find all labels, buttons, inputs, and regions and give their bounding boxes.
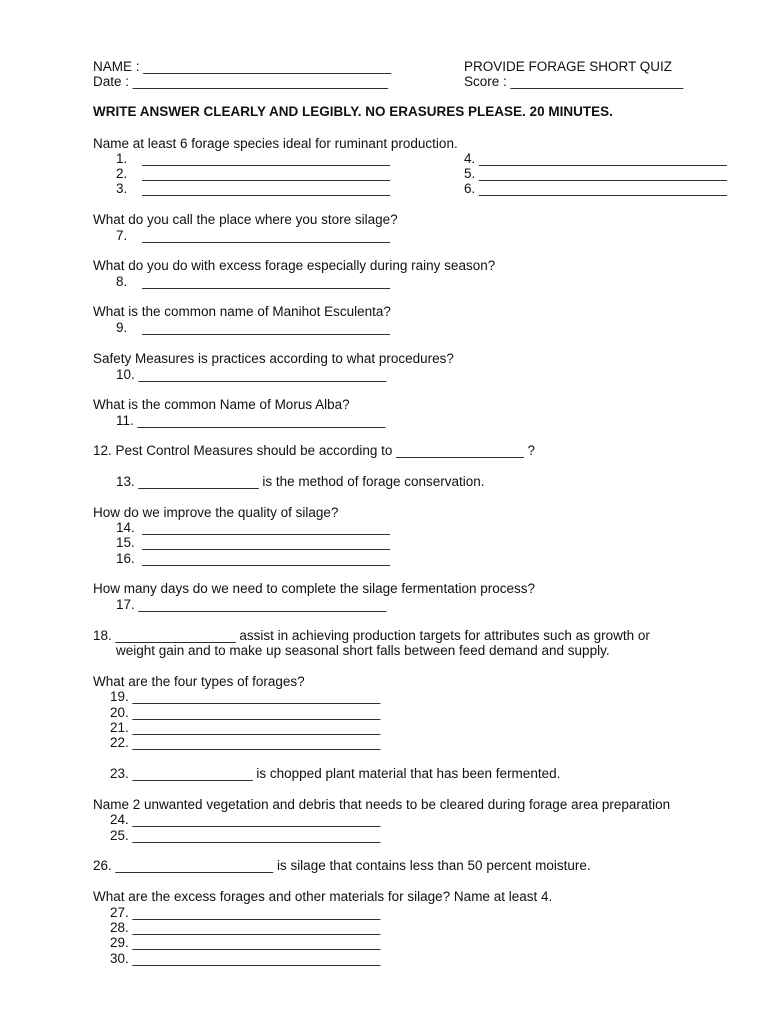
- answer-line: 6. _________________________________: [464, 181, 727, 196]
- answer-line: 2. _________________________________: [116, 166, 391, 181]
- instructions: WRITE ANSWER CLEARLY AND LEGIBLY. NO ERASURES PLEASE. 20 MINUTES.: [93, 104, 613, 119]
- answer-line: 5. _________________________________: [464, 166, 727, 181]
- score-line: Score : _______________________: [464, 74, 684, 89]
- answer-line: 1. _________________________________: [116, 151, 391, 166]
- quiz-title: PROVIDE FORAGE SHORT QUIZ: [464, 59, 673, 74]
- answer-line: 21. _________________________________: [110, 720, 381, 735]
- question-text: What is the common Name of Morus Alba?: [93, 397, 350, 412]
- question-text: What are the excess forages and other materials for silage? Name at least 4.: [93, 889, 553, 904]
- question-text: Name 2 unwanted vegetation and debris that needs to be cleared during forage area preparation: [93, 797, 671, 812]
- question-text: Name at least 6 forage species ideal for ruminant production.: [93, 136, 458, 151]
- answer-line: 14. _________________________________: [116, 520, 391, 535]
- answer-line: 28. _________________________________: [110, 920, 381, 935]
- answer-line: 24. _________________________________: [110, 812, 381, 827]
- question-text: What is the common name of Manihot Esculenta?: [93, 304, 391, 319]
- question-text: Safety Measures is practices according to what procedures?: [93, 351, 454, 366]
- answer-line: 4. _________________________________: [464, 151, 727, 166]
- date-line: Date : __________________________________: [93, 74, 389, 89]
- answer-line: 3. _________________________________: [116, 181, 391, 196]
- answer-line: 16. _________________________________: [116, 551, 391, 566]
- question-text: What are the four types of forages?: [93, 674, 305, 689]
- answer-line: 20. _________________________________: [110, 705, 381, 720]
- question-text: What do you call the place where you store silage?: [93, 212, 398, 227]
- question-text: 26. _____________________ is silage that contains less than 50 percent moisture.: [93, 858, 591, 873]
- question-text: How do we improve the quality of silage?: [93, 505, 339, 520]
- question-text: What do you do with excess forage especially during rainy season?: [93, 258, 496, 273]
- answer-line: 22. _________________________________: [110, 735, 381, 750]
- question-text: How many days do we need to complete the silage fermentation process?: [93, 581, 535, 596]
- answer-line: 8. _________________________________: [116, 274, 391, 289]
- answer-line: 7. _________________________________: [116, 228, 391, 243]
- answer-line: 9. _________________________________: [116, 320, 391, 335]
- question-text: 18. ________________ assist in achieving production targets for attributes such as growth or: [93, 628, 650, 643]
- answer-line: 11. _________________________________: [116, 413, 386, 428]
- answer-line: 30. _________________________________: [110, 951, 381, 966]
- answer-line: 10. _________________________________: [116, 367, 387, 382]
- question-text: 12. Pest Control Measures should be according to _________________ ?: [93, 443, 536, 458]
- answer-line: 15. _________________________________: [116, 535, 391, 550]
- answer-line: 29. _________________________________: [110, 935, 381, 950]
- question-text: weight gain and to make up seasonal short falls between feed demand and supply.: [116, 643, 610, 658]
- question-text: 23. ________________ is chopped plant material that has been fermented.: [110, 766, 561, 781]
- name-line: NAME : _________________________________: [93, 59, 392, 74]
- answer-line: 25. _________________________________: [110, 828, 381, 843]
- answer-line: 17. _________________________________: [116, 597, 387, 612]
- question-text: 13. ________________ is the method of forage conservation.: [116, 474, 485, 489]
- answer-line: 19. _________________________________: [110, 689, 381, 704]
- answer-line: 27. _________________________________: [110, 905, 381, 920]
